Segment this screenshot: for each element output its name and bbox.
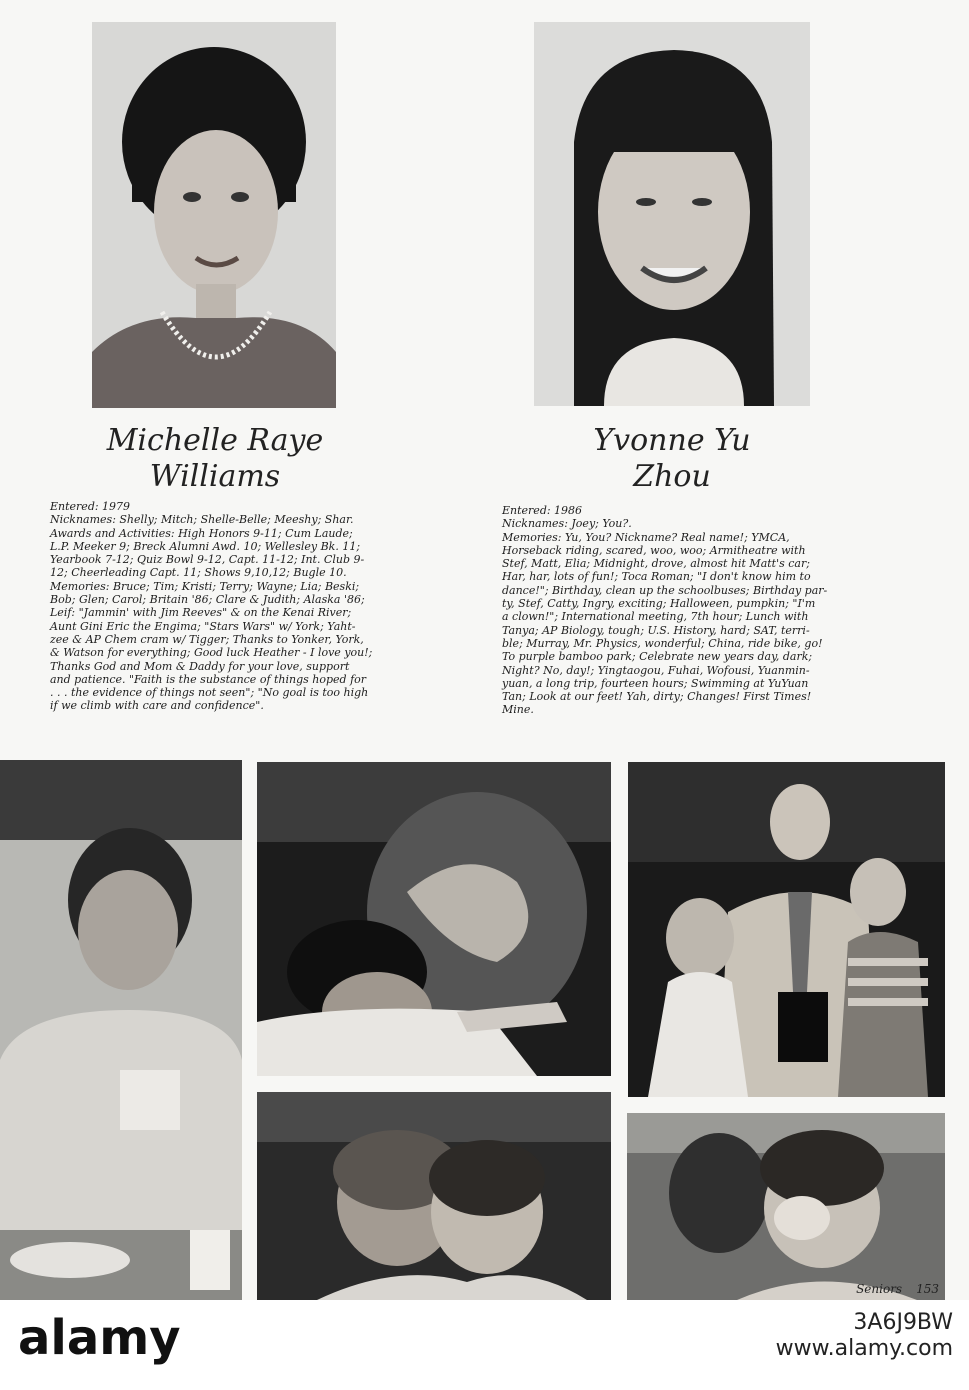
bio-line: Horseback riding, scared, woo, woo; Armitheatre with: [502, 543, 806, 557]
name-line-2: Williams: [149, 459, 281, 494]
bio-michelle: [50, 500, 400, 713]
bio-line: Entered: 1979: [50, 500, 131, 513]
bio-line: Memories: Yu, You? Nickname? Real name!; YMCA,: [502, 530, 790, 544]
folio-section: Seniors: [856, 1282, 903, 1296]
name-line-1: Yvonne Yu: [593, 423, 751, 458]
bio-yvonne: [502, 504, 854, 717]
bio-line: Mine.: [502, 703, 534, 717]
bio-line: ble; Murray, Mr. Physics, wonderful; China, ride bike, go!: [502, 636, 823, 650]
bio-line: Memories: Bruce; Tim; Kristi; Terry; Wayne; Lia; Beski;: [50, 579, 360, 593]
bio-line: Yearbook 7-12; Quiz Bowl 9-12, Capt. 11-12; Int. Club 9-: [50, 553, 365, 567]
bio-line: Har, har, lots of fun!; Toca Roman; "I don't know him to: [502, 570, 811, 584]
candid-photo-laughing-student: [627, 1113, 945, 1300]
folio-page-number: 153: [916, 1282, 939, 1296]
bio-line: dance!"; Birthday, clean up the schoolbuses; Birthday par-: [502, 583, 828, 597]
portrait-photo-michelle: [92, 22, 336, 408]
watermark-id: [776, 1310, 953, 1362]
bio-line: & Watson for everything; Good luck Heather - I love you!;: [50, 646, 373, 660]
bio-line: L.P. Meeker 9; Breck Alumni Awd. 10; Wellesley Bk. 11;: [50, 539, 361, 553]
bio-line: yuan, a long trip, fourteen hours; Swimming at YuYuan: [502, 676, 809, 690]
portrait-photo-yvonne: [534, 22, 810, 406]
candid-photo-two-students: [257, 1092, 611, 1300]
bio-line: ty, Stef, Catty, Ingry, exciting; Halloween, pumpkin; "I'm: [502, 597, 816, 611]
bio-line: Stef, Matt, Elia; Midnight, drove, almost hit Matt's car;: [502, 557, 810, 571]
bio-line: Aunt Gini Eric the Engima; "Stars Wars" w/ York; Yaht-: [50, 619, 356, 633]
name-line-2: Zhou: [633, 459, 711, 494]
alamy-logo-text: alamy: [18, 1310, 181, 1366]
candid-photo-girl-at-table: [0, 760, 242, 1300]
student-name-yvonne: [534, 423, 810, 495]
alamy-logo: [18, 1308, 238, 1368]
bio-line: if we climb with care and confidence".: [50, 699, 264, 713]
bio-line: a clown!"; International meeting, 7th hour; Lunch with: [502, 610, 809, 624]
bio-line: Tanya; AP Biology, tough; U.S. History, hard; SAT, terri-: [502, 623, 810, 637]
bio-line: Entered: 1986: [502, 504, 583, 517]
bio-line: Bob; Glen; Carol; Britain '86; Clare & Judith; Alaska '86;: [50, 593, 365, 607]
student-name-michelle: [90, 423, 340, 495]
candid-photo-group-with-book: [628, 762, 945, 1097]
bio-line: Night? No, day!; Yingtaogou, Fuhai, Wofousi, Yuanmin-: [502, 663, 810, 677]
bio-line: Thanks God and Mom & Daddy for your love, support: [50, 659, 350, 673]
bio-line: Awards and Activities: High Honors 9-11; Cum Laude;: [50, 526, 353, 540]
bio-line: Tan; Look at our feet! Yah, dirty; Changes! First Times!: [502, 690, 812, 704]
site-url: www.alamy.com: [775, 1336, 953, 1361]
bio-line: Nicknames: Shelly; Mitch; Shelle-Belle; Meeshy; Shar.: [50, 513, 354, 527]
bio-line: 12; Cheerleading Capt. 11; Shows 9,10,12; Bugle 10.: [50, 566, 347, 580]
name-line-1: Michelle Raye: [106, 423, 324, 458]
bio-line: Nicknames: Joey; You?.: [502, 517, 632, 531]
bio-line: and patience. "Faith is the substance of things hoped for: [50, 672, 367, 686]
bio-line: Leif: "Jammin' with Jim Reeves" & on the Kenai River;: [50, 606, 352, 620]
bio-line: zee & AP Chem cram w/ Tigger; Thanks to Yonker, York,: [50, 632, 364, 646]
candid-photo-student-with-dog: [257, 762, 611, 1076]
page-folio: [842, 1282, 939, 1296]
image-id: 3A6J9BW: [853, 1310, 953, 1335]
bio-line: . . . the evidence of things not seen"; "No goal is too high: [50, 686, 369, 700]
bio-line: To purple bamboo park; Celebrate new years day, dark;: [502, 650, 813, 664]
